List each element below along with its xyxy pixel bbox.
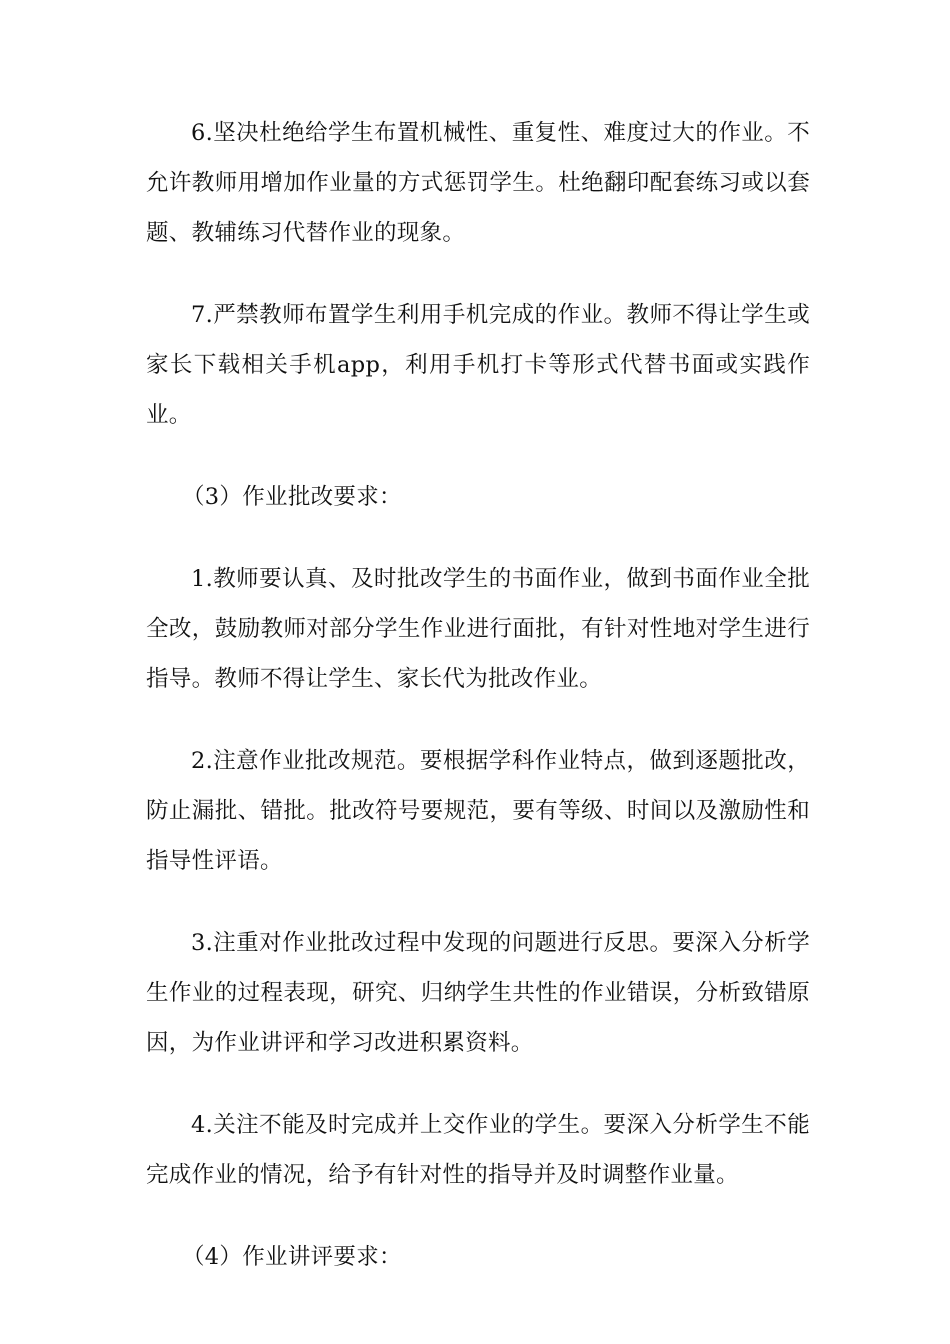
paragraph-item-6: 6.坚决杜绝给学生布置机械性、重复性、难度过大的作业。不允许教师用增加作业量的方式惩罚学生。杜绝翻印配套练习或以套题、教辅练习代替作业的现象。 bbox=[146, 120, 810, 246]
paragraph-grading-2: 2.注意作业批改规范。要根据学科作业特点，做到逐题批改，防止漏批、错批。批改符号要规范，要有等级、时间以及激励性和指导性评语。 bbox=[146, 748, 810, 874]
section-heading-grading: （3）作业批改要求： bbox=[182, 484, 402, 510]
paragraph-grading-3: 3.注重对作业批改过程中发现的问题进行反思。要深入分析学生作业的过程表现，研究、归纳学生共性的作业错误，分析致错原因，为作业讲评和学习改进积累资料。 bbox=[146, 930, 810, 1056]
section-heading-review: （4）作业讲评要求： bbox=[182, 1244, 402, 1270]
paragraph-grading-4: 4.关注不能及时完成并上交作业的学生。要深入分析学生不能完成作业的情况，给予有针对性的指导并及时调整作业量。 bbox=[146, 1112, 810, 1188]
paragraph-grading-1: 1.教师要认真、及时批改学生的书面作业，做到书面作业全批全改，鼓励教师对部分学生作业进行面批，有针对性地对学生进行指导。教师不得让学生、家长代为批改作业。 bbox=[146, 566, 810, 692]
document-body bbox=[146, 108, 810, 1314]
paragraph-item-7: 7.严禁教师布置学生利用手机完成的作业。教师不得让学生或家长下载相关手机app，利用手机打卡等形式代替书面或实践作业。 bbox=[146, 302, 810, 428]
